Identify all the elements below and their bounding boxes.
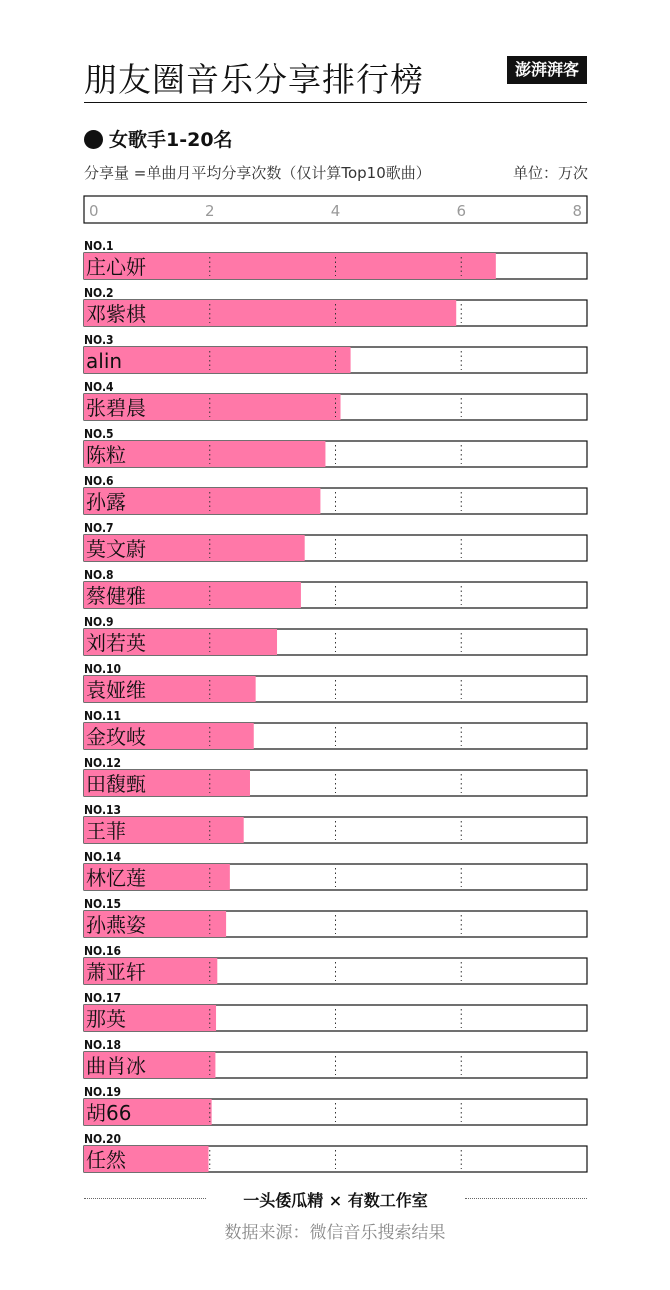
page-title: 朋友圈音乐分享排行榜 (84, 60, 424, 99)
category-label: 金玫岐 (86, 725, 146, 749)
rank-label: NO.15 (84, 897, 122, 911)
category-label: 任然 (86, 1148, 126, 1172)
rank-label: NO.16 (84, 944, 122, 958)
category-label: 林忆莲 (86, 866, 146, 890)
rank-label: NO.1 (84, 239, 114, 253)
x-tick-label: 4 (330, 202, 341, 220)
category-label: 孙露 (86, 490, 126, 514)
unit-label: 单位：万次 (512, 164, 588, 182)
category-label: 王菲 (86, 819, 126, 843)
category-label: 庄心妍 (86, 255, 146, 279)
rank-label: NO.20 (84, 1132, 122, 1146)
bar (84, 347, 351, 373)
brand-logo: 澎湃湃客 (507, 56, 587, 84)
rank-label: NO.11 (84, 709, 122, 723)
data-source: 数据来源：微信音乐搜索结果 (224, 1223, 446, 1243)
category-label: 袁娅维 (86, 678, 146, 702)
rank-label: NO.8 (84, 568, 114, 582)
category-label: 萧亚轩 (86, 960, 146, 984)
rank-label: NO.13 (84, 803, 122, 817)
rank-label: NO.19 (84, 1085, 122, 1099)
rank-label: NO.18 (84, 1038, 122, 1052)
metric-definition: 分享量 =单曲月平均分享次数（仅计算Top10歌曲） (84, 164, 431, 182)
category-label: 陈粒 (86, 443, 126, 467)
rank-label: NO.17 (84, 991, 122, 1005)
category-label: 刘若英 (86, 631, 146, 655)
rank-label: NO.14 (84, 850, 122, 864)
footer-credit: 一头倭瓜精 × 有数工作室 (243, 1191, 428, 1210)
x-tick-label: 0 (89, 202, 99, 220)
rank-label: NO.5 (84, 427, 114, 441)
x-tick-label: 6 (456, 202, 467, 220)
footer (84, 1188, 587, 1210)
category-label: alin (86, 349, 123, 373)
rank-label: NO.9 (84, 615, 114, 629)
rank-label: NO.2 (84, 286, 114, 300)
rank-label: NO.4 (84, 380, 114, 394)
category-label: 张碧晨 (86, 396, 146, 420)
x-tick-label: 2 (204, 202, 215, 220)
category-label: 邓紫棋 (86, 302, 146, 326)
category-label: 田馥甄 (86, 772, 146, 796)
rank-label: NO.7 (84, 521, 114, 535)
rank-label: NO.6 (84, 474, 114, 488)
category-label: 那英 (86, 1007, 126, 1031)
category-label: 孙燕姿 (86, 913, 146, 937)
category-label: 胡66 (86, 1101, 132, 1125)
rank-label: NO.12 (84, 756, 122, 770)
category-label: 蔡健雅 (86, 584, 146, 608)
category-label: 曲肖冰 (86, 1054, 146, 1078)
section-title: 女歌手1-20名 (109, 129, 233, 151)
rank-label: NO.10 (84, 662, 122, 676)
rank-label: NO.3 (84, 333, 114, 347)
x-tick-label: 8 (572, 202, 582, 220)
category-label: 莫文蔚 (86, 537, 146, 561)
